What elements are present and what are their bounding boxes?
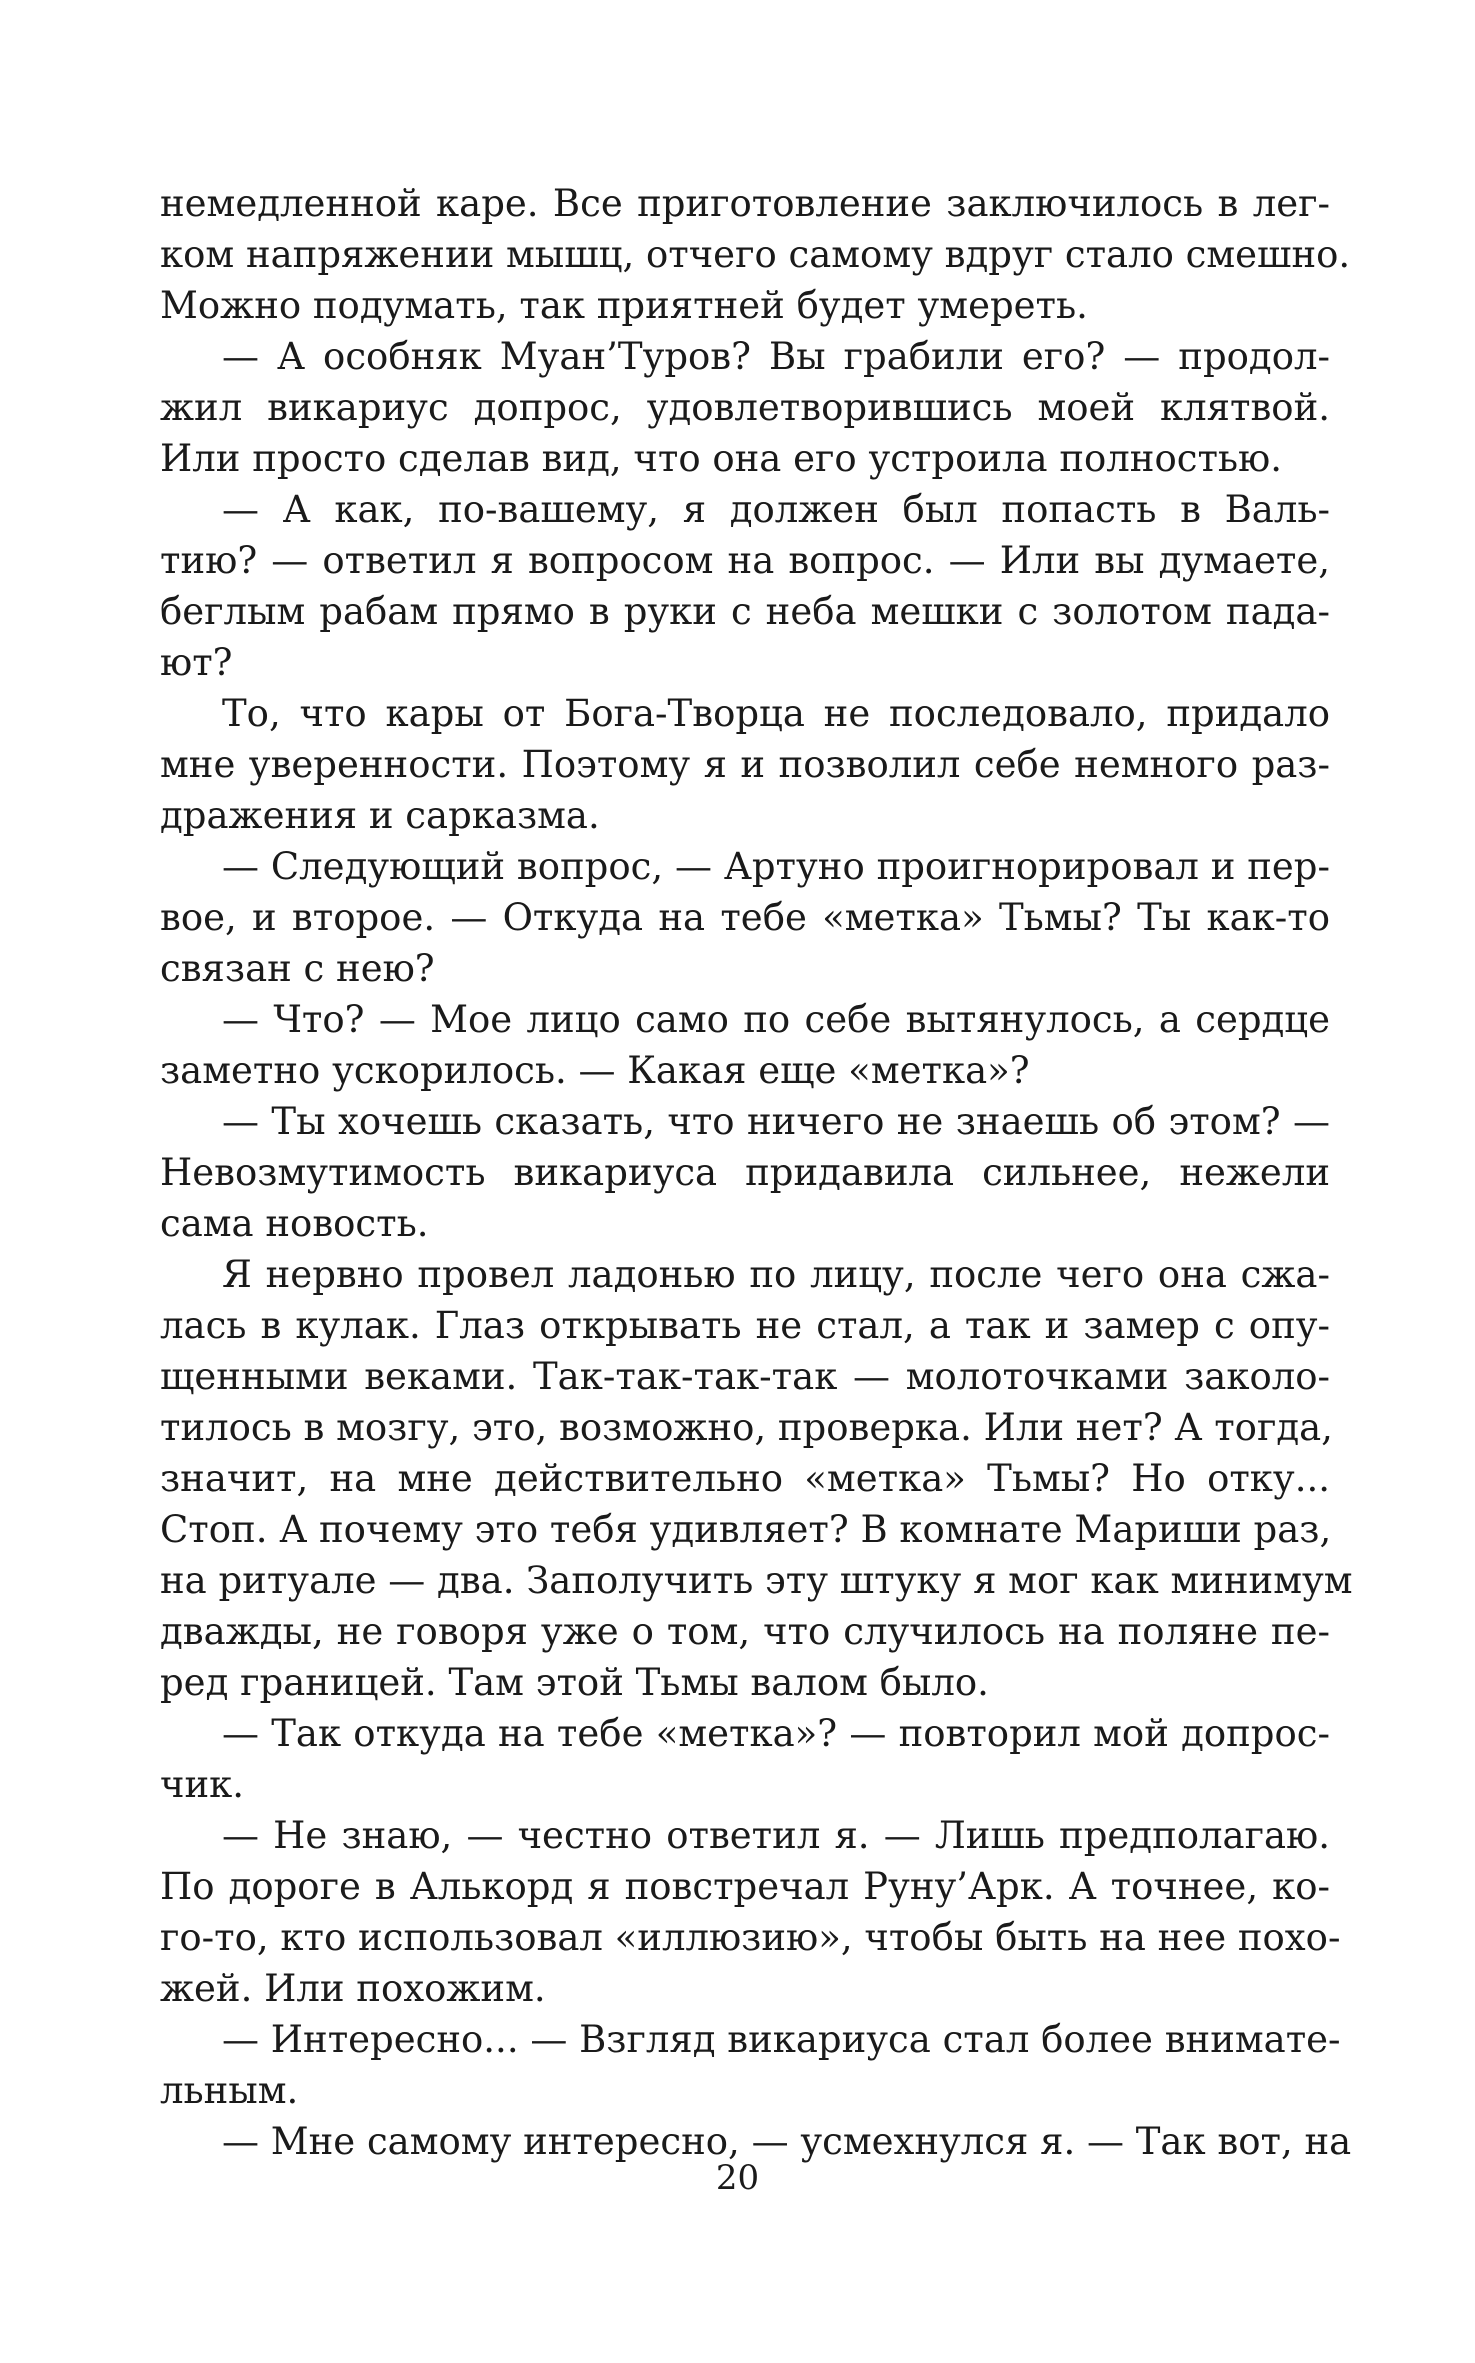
text-line: беглым рабам прямо в руки с неба мешки с золотом пада- xyxy=(160,590,1330,633)
text-line: ред границей. Там этой Тьмы валом было. xyxy=(160,1661,989,1704)
text-line: — Мне самому интересно, — усмехнулся я. — Так вот, на xyxy=(222,2120,1352,2163)
text-line: го-то, кто использовал «иллюзию», чтобы быть на нее похо- xyxy=(160,1916,1341,1959)
text-line: заметно ускорилось. — Какая еще «метка»? xyxy=(160,1049,1030,1092)
text-line: ют? xyxy=(160,641,233,684)
text-line: ком напряжении мышц, отчего самому вдруг стало смешно. xyxy=(160,233,1351,276)
text-line: По дороге в Алькорд я повстречал Руну’Арк. А точнее, ко- xyxy=(160,1865,1330,1908)
text-line: Я нервно провел ладонью по лицу, после чего она сжа- xyxy=(222,1253,1330,1296)
text-line: — Ты хочешь сказать, что ничего не знаешь об этом? — xyxy=(222,1100,1330,1143)
text-line: Стоп. А почему это тебя удивляет? В комнате Мариши раз, xyxy=(160,1508,1332,1551)
text-line: вое, и второе. — Откуда на тебе «метка» Тьмы? Ты как-то xyxy=(160,896,1330,939)
text-line: — А особняк Муан’Туров? Вы грабили его? — продол- xyxy=(222,335,1330,378)
text-line: Можно подумать, так приятней будет умереть. xyxy=(160,284,1088,327)
text-line: — Интересно... — Взгляд викариуса стал более внимате- xyxy=(222,2018,1341,2061)
text-line: значит, на мне действительно «метка» Тьмы? Но отку... xyxy=(160,1457,1330,1500)
text-line: чик. xyxy=(160,1763,245,1806)
text-line: — Не знаю, — честно ответил я. — Лишь предполагаю. xyxy=(222,1814,1330,1857)
text-line: — Так откуда на тебе «метка»? — повторил мой допрос- xyxy=(222,1712,1330,1755)
text-line: Невозмутимость викариуса придавила сильнее, нежели xyxy=(160,1151,1330,1194)
text-line: — А как, по-вашему, я должен был попасть в Валь- xyxy=(222,488,1330,531)
text-line: тию? — ответил я вопросом на вопрос. — Или вы думаете, xyxy=(160,539,1330,582)
text-line: То, что кары от Бога-Творца не последовало, придало xyxy=(222,692,1330,735)
text-line: тилось в мозгу, это, возможно, проверка. Или нет? А тогда, xyxy=(160,1406,1333,1449)
text-line: дражения и сарказма. xyxy=(160,794,600,837)
text-line: мне уверенности. Поэтому я и позволил себе немного раз- xyxy=(160,743,1330,786)
text-line: связан с нею? xyxy=(160,947,435,990)
text-line: лась в кулак. Глаз открывать не стал, а так и замер с опу- xyxy=(160,1304,1330,1347)
text-line: на ритуале — два. Заполучить эту штуку я мог как минимум xyxy=(160,1559,1353,1602)
text-line: льным. xyxy=(160,2069,299,2112)
text-line: — Следующий вопрос, — Артуно проигнорировал и пер- xyxy=(222,845,1330,888)
page-number: 20 xyxy=(715,2158,760,2198)
text-line: немедленной каре. Все приготовление заключилось в лег- xyxy=(160,182,1330,225)
text-line: — Что? — Мое лицо само по себе вытянулось, а сердце xyxy=(222,998,1330,1041)
text-line: дважды, не говоря уже о том, что случилось на поляне пе- xyxy=(160,1610,1330,1653)
text-line: жей. Или похожим. xyxy=(160,1967,546,2010)
text-line: щенными веками. Так-так-так-так — молоточками заколо- xyxy=(160,1355,1330,1398)
body-text xyxy=(160,178,1353,2167)
text-line: сама новость. xyxy=(160,1202,429,1245)
text-line: Или просто сделав вид, что она его устроила полностью. xyxy=(160,437,1283,480)
text-line: жил викариус допрос, удовлетворившись моей клятвой. xyxy=(160,386,1330,429)
